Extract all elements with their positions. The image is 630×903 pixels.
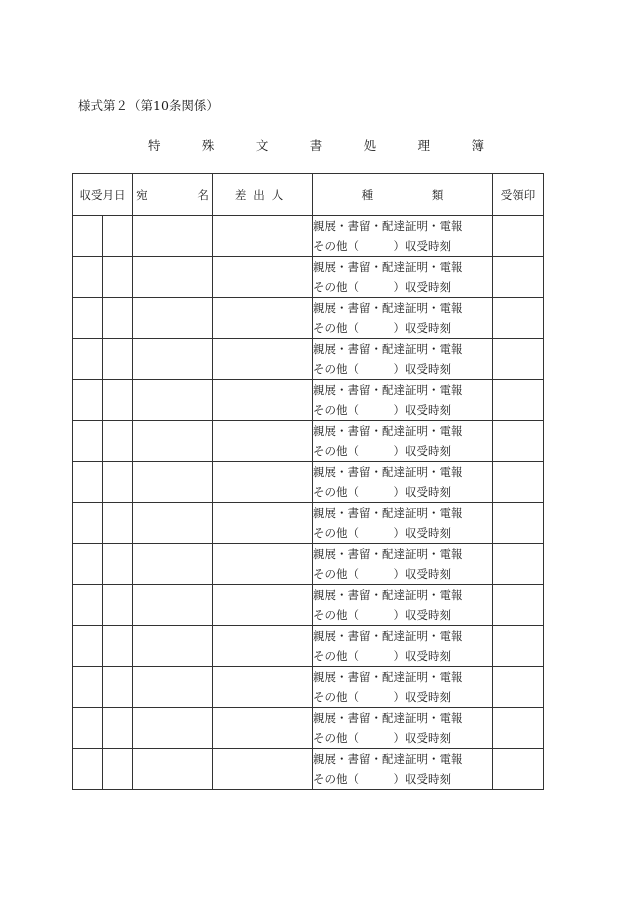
stamp-cell[interactable] [493,339,544,380]
addressee-cell[interactable] [133,667,213,708]
kind-cell [313,626,493,667]
addressee-cell[interactable] [133,585,213,626]
month-cell[interactable] [73,421,103,462]
day-cell[interactable] [103,708,133,749]
kind-cell [313,708,493,749]
kind-cell [313,667,493,708]
register-row [73,216,544,257]
form-label: 様式第２（第10条関係） [78,98,219,113]
stamp-cell[interactable] [493,421,544,462]
addressee-cell[interactable] [133,216,213,257]
sender-cell[interactable] [213,585,313,626]
day-cell[interactable] [103,298,133,339]
sender-cell[interactable] [213,216,313,257]
title-char: 殊 [201,138,215,153]
day-cell[interactable] [103,749,133,790]
day-cell[interactable] [103,544,133,585]
day-cell[interactable] [103,667,133,708]
kind-options: 親展・書留・配達証明・電報 [313,424,463,438]
sender-cell[interactable] [213,380,313,421]
register-row [73,462,544,503]
kind-other-time: その他（ ）収受時刻 [313,649,451,663]
kind-other-time: その他（ ）収受時刻 [313,444,451,458]
kind-cell [313,585,493,626]
kind-options: 親展・書留・配達証明・電報 [313,506,463,520]
register-body [73,216,544,790]
sender-cell[interactable] [213,462,313,503]
stamp-cell[interactable] [493,216,544,257]
addressee-cell[interactable] [133,462,213,503]
day-cell[interactable] [103,462,133,503]
kind-options: 親展・書留・配達証明・電報 [313,711,463,725]
title-char: 特 [148,138,161,153]
addressee-cell[interactable] [133,380,213,421]
kind-cell [313,339,493,380]
addressee-cell[interactable] [133,339,213,380]
kind-options: 親展・書留・配達証明・電報 [313,588,463,602]
day-cell[interactable] [103,421,133,462]
addressee-cell[interactable] [133,257,213,298]
register-row [73,380,544,421]
header-row [73,174,544,216]
kind-other-time: その他（ ）収受時刻 [313,403,451,417]
title-char: 簿 [471,138,484,153]
kind-cell [313,298,493,339]
kind-options: 親展・書留・配達証明・電報 [313,260,463,274]
kind-options: 親展・書留・配達証明・電報 [313,629,463,643]
kind-other-time: その他（ ）収受時刻 [313,485,451,499]
day-cell[interactable] [103,257,133,298]
kind-options: 親展・書留・配達証明・電報 [313,301,463,315]
stamp-cell[interactable] [493,462,544,503]
stamp-cell[interactable] [493,544,544,585]
stamp-cell[interactable] [493,749,544,790]
header-sender: 差出人 [213,174,313,216]
title-char: 理 [417,138,431,153]
month-cell[interactable] [73,298,103,339]
kind-other-time: その他（ ）収受時刻 [313,526,451,540]
sender-cell[interactable] [213,298,313,339]
stamp-cell[interactable] [493,298,544,339]
month-cell[interactable] [73,626,103,667]
stamp-cell[interactable] [493,708,544,749]
kind-options: 親展・書留・配達証明・電報 [313,219,463,233]
title-char: 文 [255,138,269,153]
register-row [73,544,544,585]
kind-options: 親展・書留・配達証明・電報 [313,342,463,356]
stamp-cell[interactable] [493,626,544,667]
kind-other-time: その他（ ）収受時刻 [313,608,451,622]
stamp-cell[interactable] [493,667,544,708]
kind-cell [313,749,493,790]
day-cell[interactable] [103,503,133,544]
stamp-cell[interactable] [493,585,544,626]
kind-cell [313,216,493,257]
addressee-cell[interactable] [133,708,213,749]
addressee-cell[interactable] [133,298,213,339]
month-cell[interactable] [73,544,103,585]
kind-options: 親展・書留・配達証明・電報 [313,670,463,684]
sender-cell[interactable] [213,339,313,380]
addressee-cell[interactable] [133,749,213,790]
sender-cell[interactable] [213,626,313,667]
sender-cell[interactable] [213,708,313,749]
kind-cell [313,503,493,544]
month-cell[interactable] [73,585,103,626]
kind-options: 親展・書留・配達証明・電報 [313,752,463,766]
kind-other-time: その他（ ）収受時刻 [313,690,451,704]
kind-cell [313,380,493,421]
addressee-cell[interactable] [133,626,213,667]
header-stamp: 受領印 [493,174,544,216]
day-cell[interactable] [103,380,133,421]
register-row [73,257,544,298]
kind-other-time: その他（ ）収受時刻 [313,731,451,745]
month-cell[interactable] [73,667,103,708]
month-cell[interactable] [73,462,103,503]
stamp-cell[interactable] [493,380,544,421]
register-table [72,173,544,790]
kind-options: 親展・書留・配達証明・電報 [313,547,463,561]
register-row [73,667,544,708]
month-cell[interactable] [73,708,103,749]
kind-cell [313,462,493,503]
register-row [73,585,544,626]
month-cell[interactable] [73,257,103,298]
sender-cell[interactable] [213,667,313,708]
kind-cell [313,544,493,585]
kind-options: 親展・書留・配達証明・電報 [313,383,463,397]
month-cell[interactable] [73,216,103,257]
header-date: 収受月日 [73,174,133,216]
header-kind: 種 類 [313,174,493,216]
kind-options: 親展・書留・配達証明・電報 [313,465,463,479]
kind-other-time: その他（ ）収受時刻 [313,239,451,253]
month-cell[interactable] [73,503,103,544]
kind-other-time: その他（ ）収受時刻 [313,280,451,294]
sender-cell[interactable] [213,257,313,298]
sender-cell[interactable] [213,544,313,585]
sender-cell[interactable] [213,749,313,790]
header-addressee: 宛 名 [133,174,213,216]
register-row [73,626,544,667]
sender-cell[interactable] [213,503,313,544]
kind-cell [313,257,493,298]
addressee-cell[interactable] [133,503,213,544]
kind-other-time: その他（ ）収受時刻 [313,567,451,581]
document-title [148,136,484,154]
kind-cell [313,421,493,462]
day-cell[interactable] [103,626,133,667]
register-row [73,298,544,339]
kind-other-time: その他（ ）収受時刻 [313,362,451,376]
day-cell[interactable] [103,216,133,257]
addressee-cell[interactable] [133,421,213,462]
register-row [73,339,544,380]
month-cell[interactable] [73,339,103,380]
kind-other-time: その他（ ）収受時刻 [313,321,451,335]
register-row [73,708,544,749]
stamp-cell[interactable] [493,503,544,544]
kind-other-time: その他（ ）収受時刻 [313,772,451,786]
title-char: 書 [309,138,323,153]
addressee-cell[interactable] [133,544,213,585]
sender-cell[interactable] [213,421,313,462]
month-cell[interactable] [73,749,103,790]
day-cell[interactable] [103,339,133,380]
register-row [73,749,544,790]
title-char: 処 [363,138,377,153]
register-row [73,421,544,462]
register-row [73,503,544,544]
stamp-cell[interactable] [493,257,544,298]
day-cell[interactable] [103,585,133,626]
month-cell[interactable] [73,380,103,421]
